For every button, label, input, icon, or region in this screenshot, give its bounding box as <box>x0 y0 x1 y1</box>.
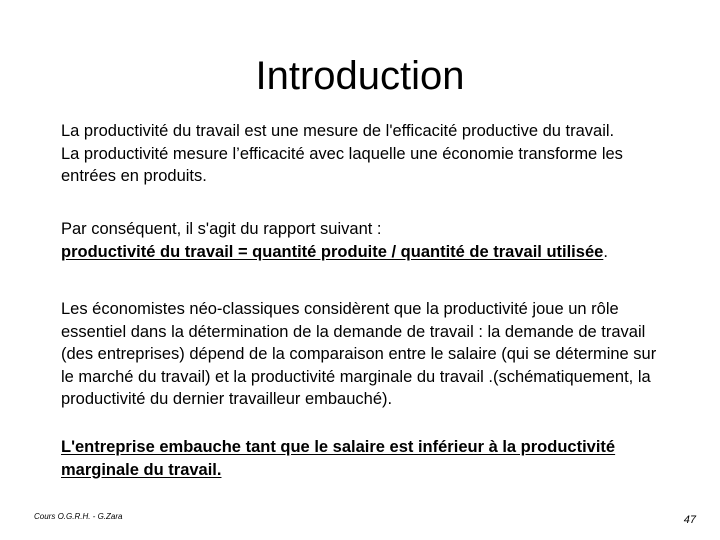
definition-paragraph <box>61 120 671 188</box>
neoclassical-paragraph: Les économistes néo-classiques considèrent que la productivité joue un rôle essentiel dans la détermination de la demande de travail : la demande de travail (des entreprises) dépend de la comparaison entre le salaire (qui se détermine sur le marché du travail) et la productivité marginale du travail .(schématiquement, la productivité du dernier travailleur embauché). <box>61 300 657 408</box>
footer-credit: Cours O.G.R.H. - G.Zara <box>34 512 123 521</box>
definition-line-2: La productivité mesure l’efficacité avec laquelle une économie transforme les entrées en produits. <box>61 144 623 185</box>
formula-paragraph <box>61 218 671 263</box>
formula-intro: Par conséquent, il s'agit du rapport suivant : <box>61 220 382 238</box>
slide-title: Introduction <box>255 54 465 98</box>
productivity-formula: productivité du travail = quantité produite / quantité de travail utilisée <box>61 242 604 261</box>
page-number: 47 <box>683 514 696 526</box>
definition-line-1: La productivité du travail est une mesure de l'efficacité productive du travail. <box>61 122 615 140</box>
conclusion-paragraph <box>61 436 671 481</box>
hiring-rule: L'entreprise embauche tant que le salaire est inférieur à la productivité marginale du travail. <box>61 438 616 479</box>
formula-line <box>61 241 671 264</box>
formula-period: . <box>603 242 608 261</box>
